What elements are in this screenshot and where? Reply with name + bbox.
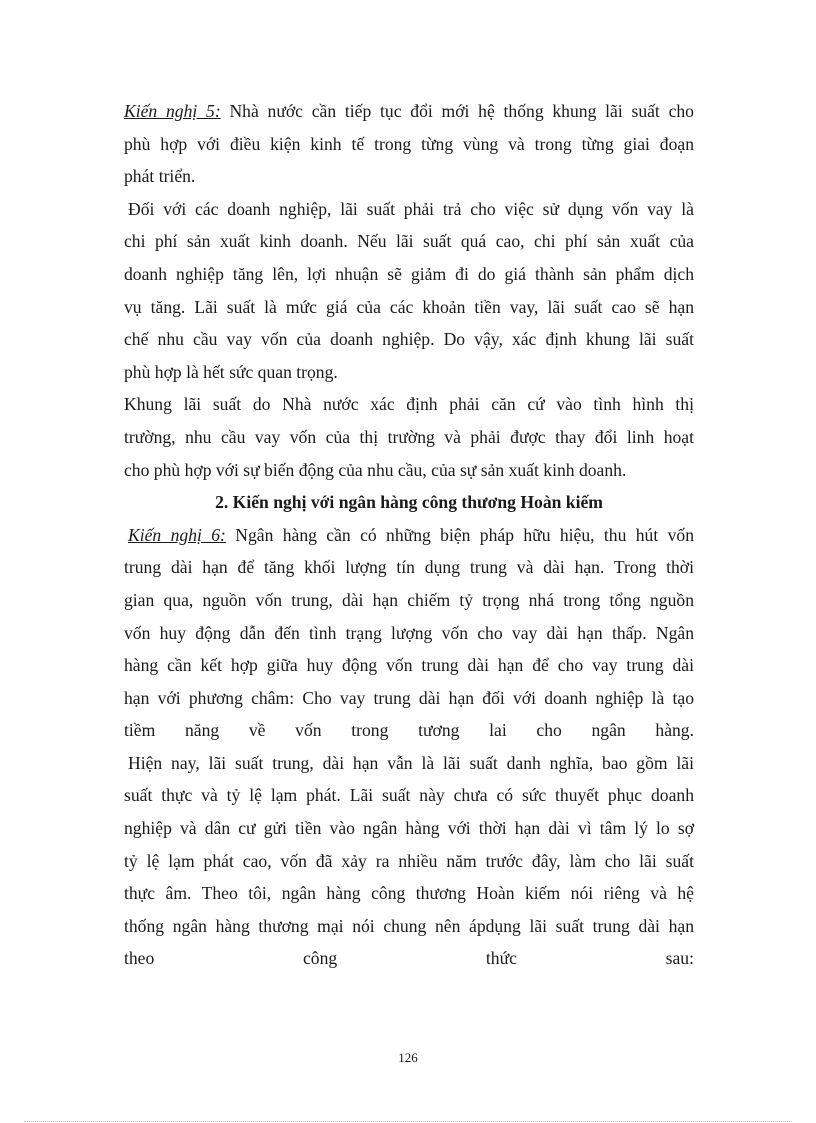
paragraph-line: hạn với phương châm: Cho vay trung dài hạn đối với doanh nghiệp là tạo (124, 687, 694, 708)
paragraph-line: Hiện nay, lãi suất trung, dài hạn vẫn là lãi suất danh nghĩa, bao gồm lãi (128, 752, 694, 773)
paragraph-line: suất thực và tỷ lệ lạm phát. Lãi suất này chưa có sức thuyết phục doanh (124, 785, 694, 806)
document-page (124, 95, 694, 975)
paragraph-line: thực âm. Theo tôi, ngân hàng công thương Hoàn kiếm nói riêng và hệ (124, 883, 694, 904)
paragraph-line: trường, nhu cầu vay vốn của thị trường và phải được thay đổi linh hoạt (124, 426, 694, 447)
paragraph-line: thống ngân hàng thương mại nói chung nên ápdụng lãi suất trung dài hạn (124, 915, 694, 936)
paragraph-line: tiềm năng về vốn trong tương lai cho ngân hàng. (124, 720, 694, 741)
paragraph-line: tỷ lệ lạm phát cao, vốn đã xảy ra nhiều năm trước đây, làm cho lãi suất (124, 850, 694, 871)
recommendation-label: Kiến nghị 6: (128, 524, 226, 545)
paragraph-line: theo công thức sau: (124, 948, 694, 969)
paragraph-text: Nhà nước cần tiếp tục đổi mới hệ thống khung lãi suất cho (220, 101, 694, 121)
paragraph-line: hàng cần kết hợp giữa huy động vốn trung dài hạn để cho vay trung dài (124, 655, 694, 676)
section-heading: 2. Kiến nghị với ngân hàng công thương Hoàn kiếm (215, 492, 603, 513)
paragraph-line (124, 95, 694, 128)
recommendation-label: Kiến nghị 5: (124, 101, 221, 121)
paragraph-line: gian qua, nguồn vốn trung, dài hạn chiếm tỷ trọng nhá trong tổng nguồn (124, 589, 694, 610)
paragraph-line: Đối với các doanh nghiệp, lãi suất phải trả cho việc sử dụng vốn vay là (128, 198, 694, 219)
paragraph-line: chi phí sản xuất kinh doanh. Nếu lãi suất quá cao, chi phí sản xuất của (124, 231, 694, 252)
paragraph-line: vụ tăng. Lãi suất là mức giá của các khoản tiền vay, lãi suất cao sẽ hạn (124, 296, 694, 317)
footer-divider (24, 1121, 792, 1122)
paragraph-line: vốn huy động dẫn đến tình trạng lượng vốn cho vay dài hạn thấp. Ngân (124, 622, 694, 643)
paragraph-line: phù hợp là hết sức quan trọng. (124, 361, 338, 382)
paragraph-line: Khung lãi suất do Nhà nước xác định phải căn cứ vào tình hình thị (124, 394, 694, 415)
page-number: 126 (398, 1050, 418, 1065)
paragraph-line: trung dài hạn để tăng khối lượng tín dụng trung và dài hạn. Trong thời (124, 557, 694, 578)
paragraph-line: nghiệp và dân cư gửi tiền vào ngân hàng với thời hạn dài vì tâm lý lo sợ (124, 818, 694, 839)
paragraph-text: Ngân hàng cần có những biện pháp hữu hiệu, thu hút vốn (225, 524, 695, 545)
paragraph-line: phù hợp với điều kiện kinh tế trong từng vùng và trong từng giai đoạn (124, 133, 694, 154)
paragraph-line: phát triển. (124, 166, 196, 187)
paragraph-line: chế nhu cầu vay vốn của doanh nghiệp. Do vậy, xác định khung lãi suất (124, 329, 694, 350)
paragraph-line: cho phù hợp với sự biến động của nhu cầu, của sự sản xuất kinh doanh. (124, 459, 627, 480)
paragraph-line (124, 519, 694, 552)
paragraph-line: doanh nghiệp tăng lên, lợi nhuận sẽ giảm đi do giá thành sản phẩm dịch (124, 263, 694, 284)
